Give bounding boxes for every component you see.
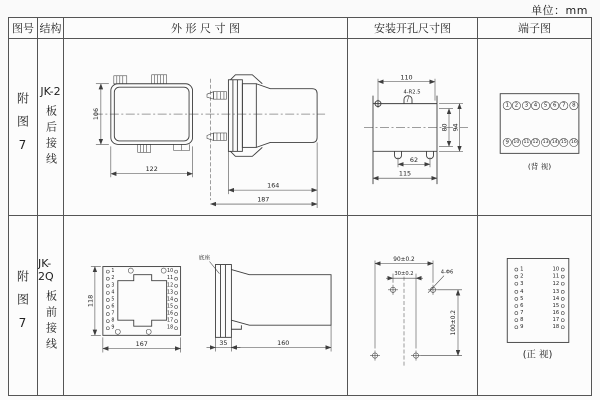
fig-no-label: 附图7 [15,270,30,341]
terminal-pins-left [106,270,109,330]
plate-cutout [118,275,167,327]
svg-text:16: 16 [167,311,174,317]
svg-text:7: 7 [111,311,115,317]
svg-text:9: 9 [111,325,115,331]
extension-lines [228,142,317,208]
svg-text:18: 18 [552,324,560,331]
plate-holes [115,268,166,334]
structure-cell-jk2q [38,216,64,395]
svg-text:10: 10 [552,266,560,273]
dim-side-body: 164 [267,181,280,190]
header-outline-dims: 外 形 尺 寸 图 [64,18,348,39]
svg-text:13: 13 [167,290,174,296]
svg-text:5: 5 [520,295,524,302]
svg-text:5: 5 [543,102,548,109]
terminal-pin-numbers-left [111,268,114,331]
dim-hole-inner-span: 30±0.2 [394,271,414,278]
svg-text:9: 9 [505,139,509,146]
svg-text:5: 5 [111,297,115,303]
mounting-screws-top [114,75,167,84]
terminal-pins-right [175,270,178,330]
svg-text:2: 2 [514,102,519,109]
dim-plate-width: 167 [135,339,148,348]
svg-text:12: 12 [552,280,560,287]
svg-text:16: 16 [570,139,577,145]
hole-diameter-callout: 4-Φ6 [440,269,454,276]
jk2q-side-view [215,265,331,338]
svg-text:16: 16 [552,310,560,317]
dim-cutout-inner-width: 62 [409,155,419,164]
model-label: JK-2 [40,85,61,98]
mounting-screws-bottom [138,144,190,152]
outline-cell-jk2 [64,39,348,216]
svg-text:3: 3 [524,102,529,109]
model-label: JK-2Q [38,257,54,283]
svg-text:1: 1 [111,269,115,275]
svg-text:7: 7 [562,102,566,109]
unit-label: 单位：mm [531,4,588,17]
svg-text:3: 3 [520,280,524,287]
dim-cutout-bottom-width: 115 [398,169,412,178]
slot-radius-callout: 4-R2.5 [403,89,421,96]
header-structure: 结构 [38,18,64,39]
svg-text:1: 1 [520,266,524,273]
svg-text:4: 4 [111,290,115,296]
header-fig-no: 图号 [9,18,38,39]
svg-text:6: 6 [111,304,115,310]
install-cell-jk2q [348,216,478,395]
dim-cutout-inner-height: 80 [440,123,449,132]
svg-text:2: 2 [111,276,115,282]
svg-text:17: 17 [167,318,174,324]
svg-text:17: 17 [552,317,560,324]
svg-text:14: 14 [552,295,560,302]
dim-hole-span: 90±0.2 [393,256,415,264]
svg-text:4: 4 [520,288,524,295]
svg-text:13: 13 [552,288,560,295]
svg-text:8: 8 [520,317,524,324]
svg-text:15: 15 [167,304,174,310]
jk2-side-view [228,75,317,157]
svg-text:3: 3 [111,283,115,289]
svg-text:11: 11 [523,139,530,145]
fig-no-cell-jk2q [9,216,38,395]
dim-cutout-top-width: 110 [400,73,413,82]
svg-text:15: 15 [560,139,567,145]
svg-text:12: 12 [532,139,539,145]
svg-text:4: 4 [533,102,538,109]
jk2-terminal-diagram [478,39,591,215]
jk2-outline-drawing [64,39,347,215]
svg-text:11: 11 [552,273,560,280]
dim-base-depth: 35 [219,338,228,347]
svg-text:15: 15 [552,303,560,310]
svg-text:10: 10 [167,269,174,275]
svg-text:18: 18 [167,325,174,331]
terminal-cell-jk2 [478,39,591,216]
jk2q-hole-pattern-drawing [348,216,477,395]
svg-text:1: 1 [505,102,509,109]
fig-no-cell-jk2 [9,39,38,216]
dim-hole-vertical: 100±0.2 [451,309,457,336]
dim-plate-height: 118 [86,294,95,308]
jk2-cutout-drawing [348,39,477,215]
dim-front-width: 122 [145,165,158,174]
svg-text:6: 6 [552,102,557,109]
svg-text:11: 11 [167,276,174,282]
dim-cutout-outer-height: 94 [451,123,460,132]
terminal-pin-numbers-right [167,268,173,331]
terminal-numbers-left [520,267,524,331]
terminal-numbers-top [506,103,577,109]
terminal-numbers-right [553,267,560,331]
svg-text:8: 8 [572,102,576,109]
view-caption-rear: (背 视) [527,162,552,172]
spec-table [8,17,592,396]
view-caption-front: (正 视) [522,349,553,361]
install-cell-jk2 [348,39,478,216]
svg-text:14: 14 [167,297,174,303]
base-label: 底座 [198,255,211,262]
wiring-label: 板前接线 [44,290,58,354]
dim-side-body: 160 [277,338,290,347]
outline-cell-jk2q [64,216,348,395]
svg-text:9: 9 [520,324,524,331]
terminal-pins-left [515,268,518,329]
wiring-label: 板后接线 [44,105,58,169]
header-install-dims: 安装开孔尺寸图 [348,18,478,39]
fig-no-label: 附图7 [15,91,30,163]
dim-side-total: 187 [257,195,270,204]
terminal-cell-jk2q [478,216,591,395]
dim-front-height: 106 [91,108,100,121]
svg-text:8: 8 [111,318,115,324]
structure-cell-jk2 [38,39,64,216]
terminal-studs [207,92,226,141]
svg-text:14: 14 [551,139,558,145]
svg-text:7: 7 [520,310,524,317]
svg-text:10: 10 [513,139,520,145]
svg-text:12: 12 [167,283,174,289]
svg-text:6: 6 [520,303,524,310]
svg-text:2: 2 [520,273,524,280]
jk2q-terminal-diagram [478,216,591,395]
jk2q-outline-drawing [64,216,347,395]
header-terminal-diagram: 端子图 [478,18,591,39]
terminal-pins-right [561,268,564,329]
svg-text:13: 13 [542,139,549,145]
